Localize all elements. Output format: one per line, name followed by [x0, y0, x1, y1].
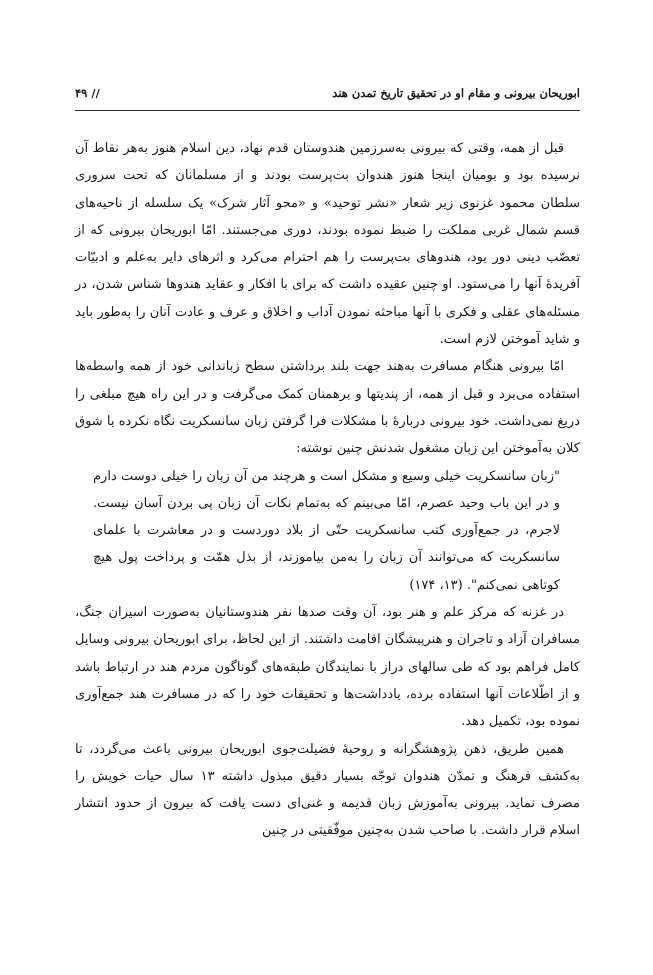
header-rule: [75, 110, 580, 111]
paragraph: در غزنه که مرکز علم و هنر بود، آن وقت صدها نفر هندوستانیان به‌صورت اسیران جنگ، مسافران آزاد و تاجران و هنرپیشگان اقامت داشتند. از این لحاظ، برای ابوریحان بیرونی وسایل کامل فراهم بود که طی سالهای دراز با نمایندگان طبقه‌های گوناگون مردم هند در ارتباط باشد و از اطّلاعات آنها استفاده برده، یادداشت‌ها و تحقیقات خود را که در مسافرت هند جمع‌آوری نموده بود، تکمیل دهد.: [74, 605, 580, 730]
running-header-title: ابوریحان بیرونی و مقام او در تحقیق تاریخ تمدن هند: [332, 86, 580, 100]
body-text: [75, 135, 580, 845]
running-header: [75, 86, 580, 106]
paragraph: قبل از همه، وقتی که بیرونی به‌سرزمین هندوستان قدم نهاد، دین اسلام هنوز به‌هر نقاط آن نرسیده بود و بومیان اینجا هنوز هندوان بت‌پرست بودند و از مسلمانان که تحت سروری سلطان محمود غزنوی زیر شعار «نشر توحید» و «محو آثار شرک» یک سلسله از ناحیه‌های قسم شمال غربی مملکت را ضبط نموده بودند، دوری می‌جستند. امّا ابوریحان بیرونی که از تعصّب دینی دور بود، هندوهای بت‌پرست را هم احترام می‌کرد و اثرهای دایر به‌علم و ادبیّات آفریدهٔ آنها را می‌ستود. او چنین عقیده داشت که برای با افکار و عقاید هندوها شناس شدن، در مسئله‌های عقلی و فکری با آنها مباحثه نمودن آداب و اخلاق و عرف و عادت آنان را به‌طور باید و شاید آموختن لازم است.: [75, 141, 580, 348]
page-number: // ۴۹: [75, 86, 100, 100]
paragraph: امّا بیرونی هنگام مسافرت به‌هند جهت بلند برداشتن سطح زباندانی خود از همه واسطه‌ها استفاده می‌برد و قبل از همه، از پندیتها و برهمنان کمک می‌گرفت و در این راه هیچ مبلغی را دریغ نمی‌داشت. خود بیرونی دربارهٔ با مشکلات فرا گرفتن زبان سانسکریت نگاه نکرده با شوق کلان به‌آموختن این زبان مشغول شدنش چنین نوشته:: [75, 359, 580, 457]
paragraph: همین طریق، ذهن پژوهشگرانه و روحیهٔ فضیلت‌جوی ابوریحان بیرونی باعث می‌گردد، تا به‌کشف فرهنگ و تمدّن هندوان توجّه بسیار دقیق مبذول داشته ۱۳ سال حیات خویش را مصرف نماید. بیرونی به‌آموزش زبان قدیمه و غنی‌ای دست یافت که بیرون از حدود انتشار اسلام قرار داشت. با صاحب شدن به‌چنین موفّقیتی در چنین: [75, 741, 580, 839]
block-quote: "زبان سانسکریت خیلی وسیع و مشکل است و هرچند من آن زبان را خیلی دوست دارم و در این باب وحید عصرم، امّا می‌بینم که به‌تمام نکات آن زبان پی بردن آسان نیست. لاجرم، در جمع‌آوری کتب سانسکریت حتّی از بلاد دوردست و در معاشرت با علمای سانسکریت که می‌توانند آن زبان را به‌من بیاموزند، از بذل همّت و پرداخت پول هیچ کوتاهی نمی‌کنم". (۱۳، ۱۷۴): [93, 468, 560, 593]
